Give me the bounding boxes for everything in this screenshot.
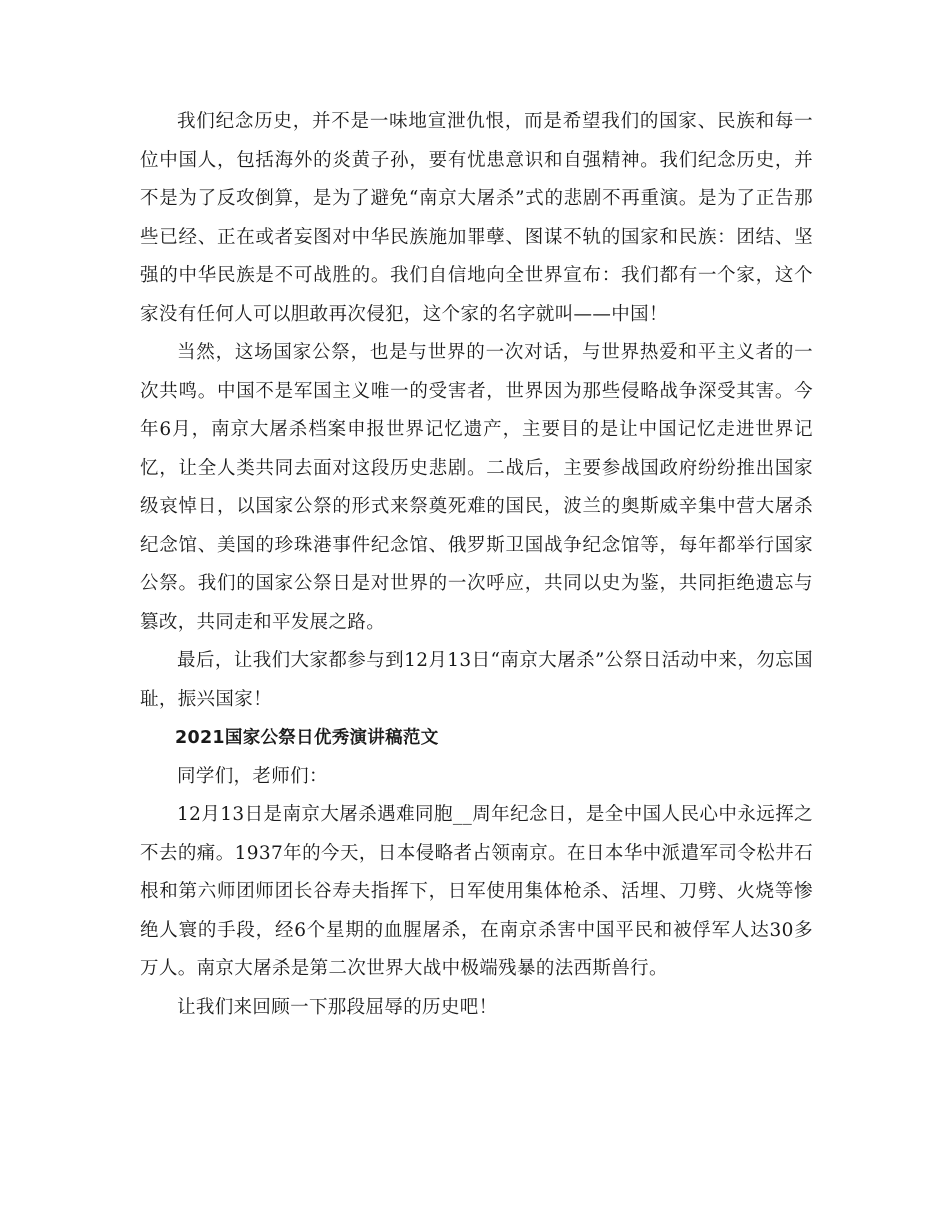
paragraph-salutation: 同学们，老师们： xyxy=(177,765,328,787)
section-heading: 2021国家公祭日优秀演讲稿范文 xyxy=(175,728,439,748)
paragraph-closing-call: 最后，让我们大家都参与到12月13日“南京大屠杀”公祭日活动中来，勿忘国耻，振兴国家！ xyxy=(140,650,813,710)
paragraph-massacre-history: 12月13日是南京大屠杀遇难同胞__周年纪念日，是全中国人民心中永远挥之不去的痛。1937年的今天，日本侵略者占领南京。在日本华中派遣军司令松井石根和第六师团师团长谷寿夫指挥下，日军使用集体枪杀、活埋、刀劈、火烧等惨绝人寰的手段，经6个星期的血腥屠杀，在南京杀害中国平民和被俘军人达30多万人。南京大屠杀是第二次世界大战中极端残暴的法西斯兽行。 xyxy=(140,804,813,979)
paragraph-commemorate-history: 我们纪念历史，并不是一味地宣泄仇恨，而是希望我们的国家、民族和每一位中国人，包括海外的炎黄子孙，要有忧患意识和自强精神。我们纪念历史，并不是为了反攻倒算，是为了避免“南京大屠杀”式的悲剧不再重演。是为了正告那些已经、正在或者妄图对中华民族施加罪孽、图谋不轨的国家和民族：团结、坚强的中华民族是不可战胜的。我们自信地向全世界宣布：我们都有一个家，这个家没有任何人可以胆敢再次侵犯，这个家的名字就叫——中国！ xyxy=(140,111,813,325)
document-page xyxy=(140,103,813,1027)
paragraph-dialogue-with-world: 当然，这场国家公祭，也是与世界的一次对话，与世界热爱和平主义者的一次共鸣。中国不是军国主义唯一的受害者，世界因为那些侵略战争深受其害。今年6月，南京大屠杀档案申报世界记忆遗产，主要目的是让中国记忆走进世界记忆，让全人类共同去面对这段历史悲剧。二战后，主要参战国政府纷纷推出国家级哀悼日，以国家公祭的形式来祭奠死难的国民，波兰的奥斯威辛集中营大屠杀纪念馆、美国的珍珠港事件纪念馆、俄罗斯卫国战争纪念馆等，每年都举行国家公祭。我们的国家公祭日是对世界的一次呼应，共同以史为鉴，共同拒绝遗忘与篡改，共同走和平发展之路。 xyxy=(140,342,813,633)
paragraph-review-history: 让我们来回顾一下那段屈辱的历史吧！ xyxy=(177,996,498,1018)
